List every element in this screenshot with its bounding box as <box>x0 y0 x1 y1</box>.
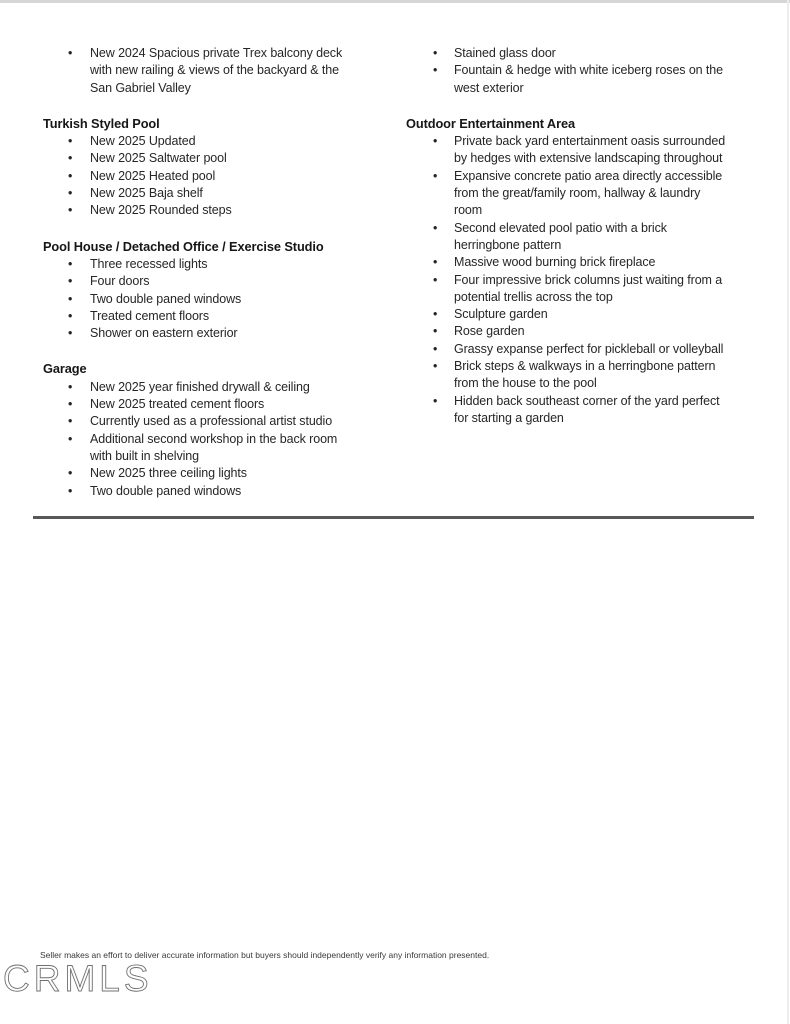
list-item: • Additional second workshop in the back room with built in shelving <box>43 431 373 466</box>
bullet-list <box>43 379 373 500</box>
list-item: • New 2025 three ceiling lights <box>43 465 373 482</box>
list-item: • Private back yard entertainment oasis surrounded by hedges with extensive landscaping throughout <box>406 133 736 168</box>
feature-section <box>43 45 373 97</box>
bullet-list <box>43 45 373 97</box>
list-item: • Stained glass door <box>406 45 736 62</box>
list-item: • Grassy expanse perfect for pickleball or volleyball <box>406 341 736 358</box>
list-item: • New 2025 year finished drywall & ceiling <box>43 379 373 396</box>
list-item: • New 2024 Spacious private Trex balcony deck with new railing & views of the backyard & the San Gabriel Valley <box>43 45 373 97</box>
section-heading: Turkish Styled Pool <box>43 115 160 131</box>
bullet-list <box>406 133 736 427</box>
section-heading: Outdoor Entertainment Area <box>406 115 575 131</box>
feature-section <box>43 360 373 499</box>
section-heading: Pool House / Detached Office / Exercise Studio <box>43 238 324 254</box>
list-item: • Four impressive brick columns just waiting from a potential trellis across the top <box>406 272 736 307</box>
list-item: • Currently used as a professional artist studio <box>43 413 373 430</box>
list-item: • Hidden back southeast corner of the yard perfect for starting a garden <box>406 393 736 428</box>
page-top-edge <box>0 0 790 3</box>
page-right-edge <box>787 0 789 1024</box>
list-item: • Fountain & hedge with white iceberg roses on the west exterior <box>406 62 736 97</box>
list-item: • Rose garden <box>406 323 736 340</box>
list-item: • New 2025 Saltwater pool <box>43 150 373 167</box>
right-column <box>406 45 736 427</box>
bullet-list <box>43 133 373 219</box>
seller-disclaimer-text: Seller makes an effort to deliver accurate information but buyers should independently verify any information presented. <box>40 950 490 960</box>
bullet-list <box>43 256 373 342</box>
list-item: • New 2025 Baja shelf <box>43 185 373 202</box>
list-item: • Two double paned windows <box>43 483 373 500</box>
list-item: • Treated cement floors <box>43 308 373 325</box>
list-item: • Four doors <box>43 273 373 290</box>
section-heading: Garage <box>43 361 87 377</box>
list-item: • New 2025 treated cement floors <box>43 396 373 413</box>
list-item: • Massive wood burning brick fireplace <box>406 254 736 271</box>
list-item: • Shower on eastern exterior <box>43 325 373 342</box>
list-item: • Brick steps & walkways in a herringbone pattern from the house to the pool <box>406 358 736 393</box>
left-column <box>43 45 373 500</box>
list-item: • Expansive concrete patio area directly accessible from the great/family room, hallway & laundry room <box>406 168 736 220</box>
list-item: • New 2025 Rounded steps <box>43 202 373 219</box>
list-item: • New 2025 Heated pool <box>43 168 373 185</box>
feature-section <box>43 115 373 220</box>
list-item: • Three recessed lights <box>43 256 373 273</box>
bullet-list <box>406 45 736 97</box>
section-divider-rule <box>33 516 754 519</box>
crmls-logo: CRMLS <box>3 958 153 999</box>
feature-section <box>43 238 373 343</box>
list-item: • Second elevated pool patio with a brick herringbone pattern <box>406 220 736 255</box>
feature-section <box>406 45 736 97</box>
list-item: • New 2025 Updated <box>43 133 373 150</box>
feature-section <box>406 115 736 427</box>
list-item: • Sculpture garden <box>406 306 736 323</box>
list-item: • Two double paned windows <box>43 291 373 308</box>
